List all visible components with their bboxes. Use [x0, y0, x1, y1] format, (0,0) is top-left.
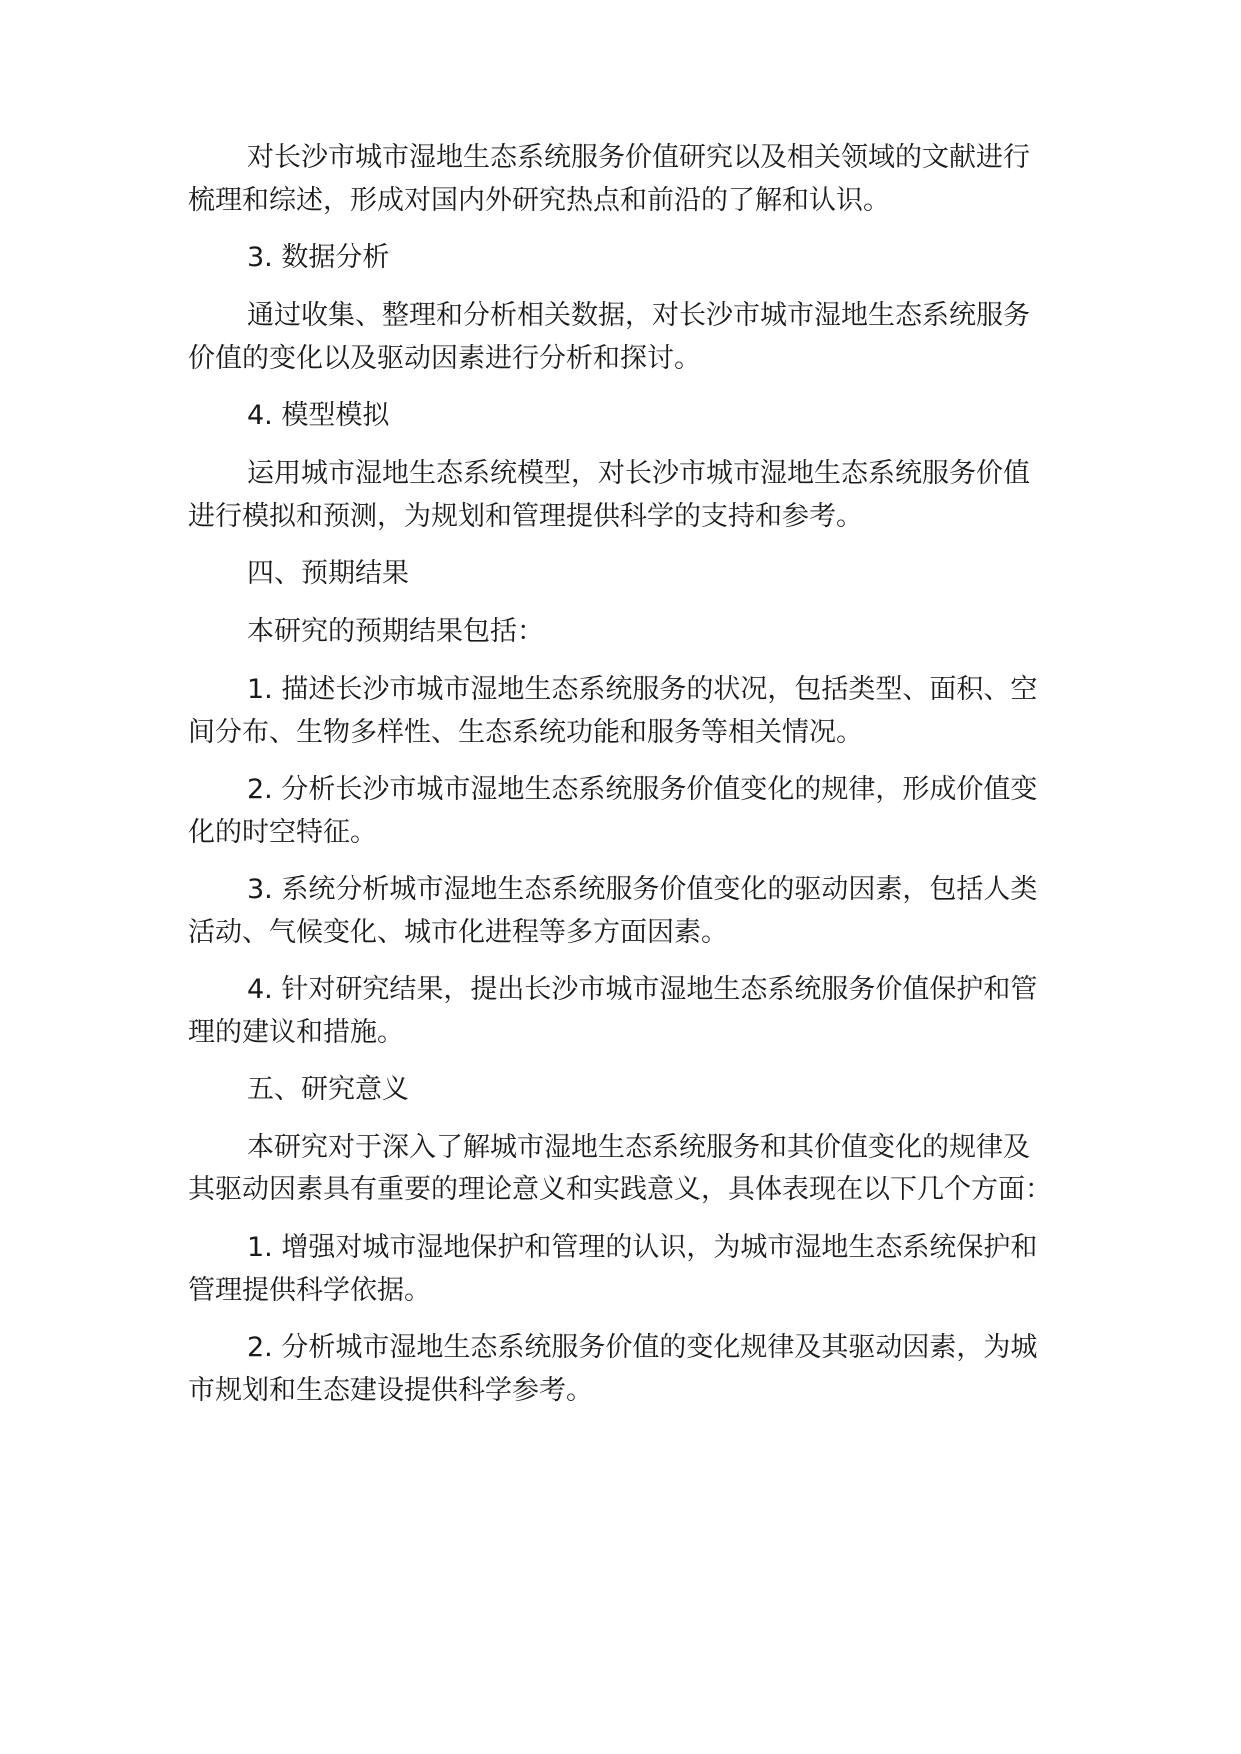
section-heading: 四、预期结果 [247, 558, 409, 589]
list-item-line: 活动、气候变化、城市化进程等多方面因素。 [188, 917, 728, 948]
list-item-line: 1. 增强对城市湿地保护和管理的认识，为城市湿地生态系统保护和 [247, 1232, 1038, 1263]
list-item-line: 2. 分析长沙市城市湿地生态系统服务价值变化的规律，形成价值变 [247, 774, 1038, 805]
list-item-line: 2. 分析城市湿地生态系统服务价值的变化规律及其驱动因素，为城 [247, 1332, 1038, 1363]
list-item-line: 管理提供科学依据。 [188, 1275, 431, 1306]
paragraph-line: 对长沙市城市湿地生态系统服务价值研究以及相关领域的文献进行 [247, 142, 1030, 173]
list-item-line: 理的建议和措施。 [188, 1017, 404, 1048]
section-heading: 3. 数据分析 [247, 242, 390, 273]
list-item-line: 4. 针对研究结果，提出长沙市城市湿地生态系统服务价值保护和管 [247, 974, 1038, 1005]
section-heading: 4. 模型模拟 [247, 400, 390, 431]
paragraph-line: 本研究的预期结果包括： [247, 616, 544, 647]
paragraph-line: 运用城市湿地生态系统模型，对长沙市城市湿地生态系统服务价值 [247, 458, 1030, 489]
list-item-line: 3. 系统分析城市湿地生态系统服务价值变化的驱动因素，包括人类 [247, 874, 1038, 905]
section-heading: 五、研究意义 [247, 1074, 409, 1105]
paragraph-line: 通过收集、整理和分析相关数据，对长沙市城市湿地生态系统服务 [247, 300, 1030, 331]
list-item-line: 1. 描述长沙市城市湿地生态系统服务的状况，包括类型、面积、空 [247, 674, 1038, 705]
paragraph-line: 价值的变化以及驱动因素进行分析和探讨。 [188, 343, 701, 374]
paragraph-line: 梳理和综述，形成对国内外研究热点和前沿的了解和认识。 [188, 185, 890, 216]
list-item-line: 间分布、生物多样性、生态系统功能和服务等相关情况。 [188, 717, 863, 748]
list-item-line: 市规划和生态建设提供科学参考。 [188, 1375, 593, 1406]
paragraph-line: 本研究对于深入了解城市湿地生态系统服务和其价值变化的规律及 [247, 1132, 1030, 1163]
paragraph-line: 进行模拟和预测，为规划和管理提供科学的支持和参考。 [188, 501, 863, 532]
list-item-line: 化的时空特征。 [188, 817, 377, 848]
paragraph-line: 其驱动因素具有重要的理论意义和实践意义，具体表现在以下几个方面： [188, 1174, 1052, 1205]
